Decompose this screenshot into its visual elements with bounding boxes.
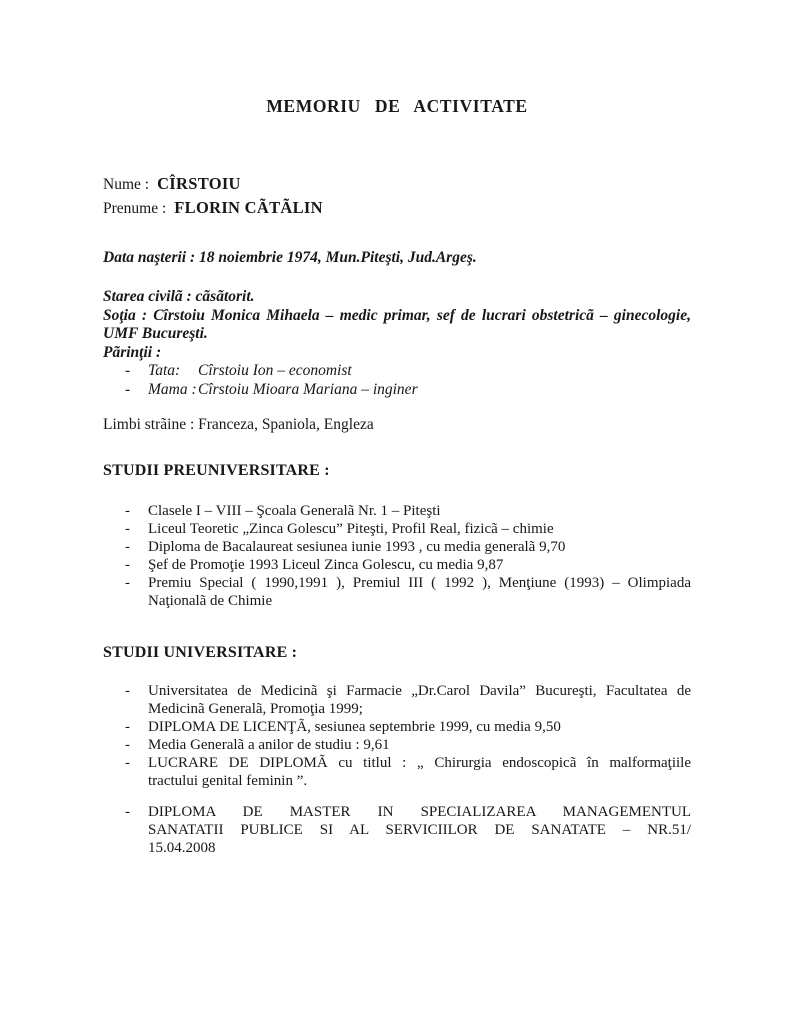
- list-item: [103, 754, 691, 790]
- list-item: [103, 718, 691, 736]
- document-content: [103, 96, 691, 857]
- item-line: tractului genital feminin ”.: [148, 773, 308, 789]
- item-line: Universitatea de Medicinã şi Farmacie „Dr.Carol Davila” Bucureşti, Facultatea de: [148, 683, 691, 699]
- item-line: Şef de Promoţie 1993 Liceul Zinca Golescu, cu media 9,87: [148, 557, 504, 573]
- list-item-master-diploma: [103, 803, 691, 857]
- bullet-dash: -: [125, 683, 130, 699]
- mother-label: Mama :: [148, 380, 197, 398]
- father-label: Tata:: [148, 362, 181, 379]
- preuniversity-list: [103, 502, 691, 610]
- list-item: [103, 520, 691, 538]
- bullet-dash: -: [125, 503, 130, 519]
- item-line: DIPLOMA DE MASTER IN SPECIALIZAREA MANAGEMENTUL: [148, 804, 691, 820]
- item-line: Clasele I – VIII – Şcoala Generalã Nr. 1 – Piteşti: [148, 503, 441, 519]
- item-line: 15.04.2008: [148, 840, 216, 856]
- item-line: SANATATII PUBLICE SI AL SERVICIILOR DE SANATATE – NR.51/: [148, 822, 691, 838]
- item-line: Naţionalã de Chimie: [148, 593, 273, 609]
- item-line: Media Generalã a anilor de studiu : 9,61: [148, 737, 390, 753]
- item-line: Diploma de Bacalaureat sesiunea iunie 1993 , cu media generalã 9,70: [148, 539, 566, 555]
- field-prenume: [103, 196, 691, 220]
- item-multiline: [148, 803, 691, 857]
- spouse-line-continued: UMF Bucureşti.: [103, 325, 208, 342]
- item-line: Premiu Special ( 1990,1991 ), Premiul III ( 1992 ), Menţiune (1993) – Olimpiada: [148, 575, 691, 591]
- item-multiline: [148, 754, 691, 790]
- bullet-dash: -: [125, 557, 130, 573]
- section-heading-universitare: STUDII UNIVERSITARE :: [103, 644, 298, 661]
- nume-label: Nume :: [103, 176, 150, 193]
- spouse-line: Soţia : Cîrstoiu Monica Mihaela – medic primar, sef de lucrari obstetricã – ginecologie,: [103, 306, 691, 324]
- list-item: [103, 682, 691, 718]
- item-line: LUCRARE DE DIPLOMÃ cu titlul : „ Chirurgia endoscopicã în malformaţiile: [148, 755, 691, 771]
- list-item: [103, 736, 691, 754]
- prenume-label: Prenume :: [103, 200, 167, 217]
- item-line: Liceul Teoretic „Zinca Golescu” Piteşti, Profil Real, fizicã – chimie: [148, 521, 554, 537]
- item-line: DIPLOMA DE LICENŢÃ, sesiunea septembrie 1999, cu media 9,50: [148, 719, 561, 735]
- university-list: [103, 682, 691, 857]
- bullet-dash: -: [125, 804, 130, 820]
- bullet-dash: -: [125, 521, 130, 537]
- prenume-value: FLORIN CÃTÃLIN: [174, 198, 323, 217]
- parents-heading: Pãrinţii :: [103, 343, 162, 361]
- bullet-dash: -: [125, 755, 130, 771]
- mother-value: Cîrstoiu Mioara Mariana – inginer: [198, 380, 418, 398]
- list-item: [103, 574, 691, 610]
- list-item: [103, 538, 691, 556]
- bullet-dash: -: [125, 362, 131, 379]
- languages-line: Limbi strãine : Franceza, Spaniola, Engleza: [103, 416, 374, 433]
- bullet-dash: -: [125, 719, 130, 735]
- parent-row-mother: [103, 381, 691, 400]
- birth-date-line: Data naşterii : 18 noiembrie 1974, Mun.Piteşti, Jud.Argeş.: [103, 249, 477, 266]
- bullet-dash: -: [125, 380, 131, 398]
- nume-value: CÎRSTOIU: [157, 174, 241, 193]
- bullet-dash: -: [125, 737, 130, 753]
- item-multiline: [148, 574, 691, 610]
- item-line: Medicinã Generalã, Promoţia 1999;: [148, 701, 363, 717]
- document-title: MEMORIU DE ACTIVITATE: [266, 96, 528, 116]
- field-nume: [103, 172, 691, 196]
- marital-status-line: Starea civilã : cãsãtorit.: [103, 288, 255, 305]
- section-heading-preuniversitare: STUDII PREUNIVERSITARE :: [103, 462, 330, 479]
- identity-block: [103, 172, 691, 220]
- civil-status-block: [103, 288, 691, 399]
- father-value: Cîrstoiu Ion – economist: [198, 362, 352, 379]
- bullet-dash: -: [125, 575, 130, 591]
- parent-row-father: [103, 362, 691, 381]
- bullet-dash: -: [125, 539, 130, 555]
- list-item: [103, 502, 691, 520]
- list-item: [103, 556, 691, 574]
- item-multiline: [148, 682, 691, 718]
